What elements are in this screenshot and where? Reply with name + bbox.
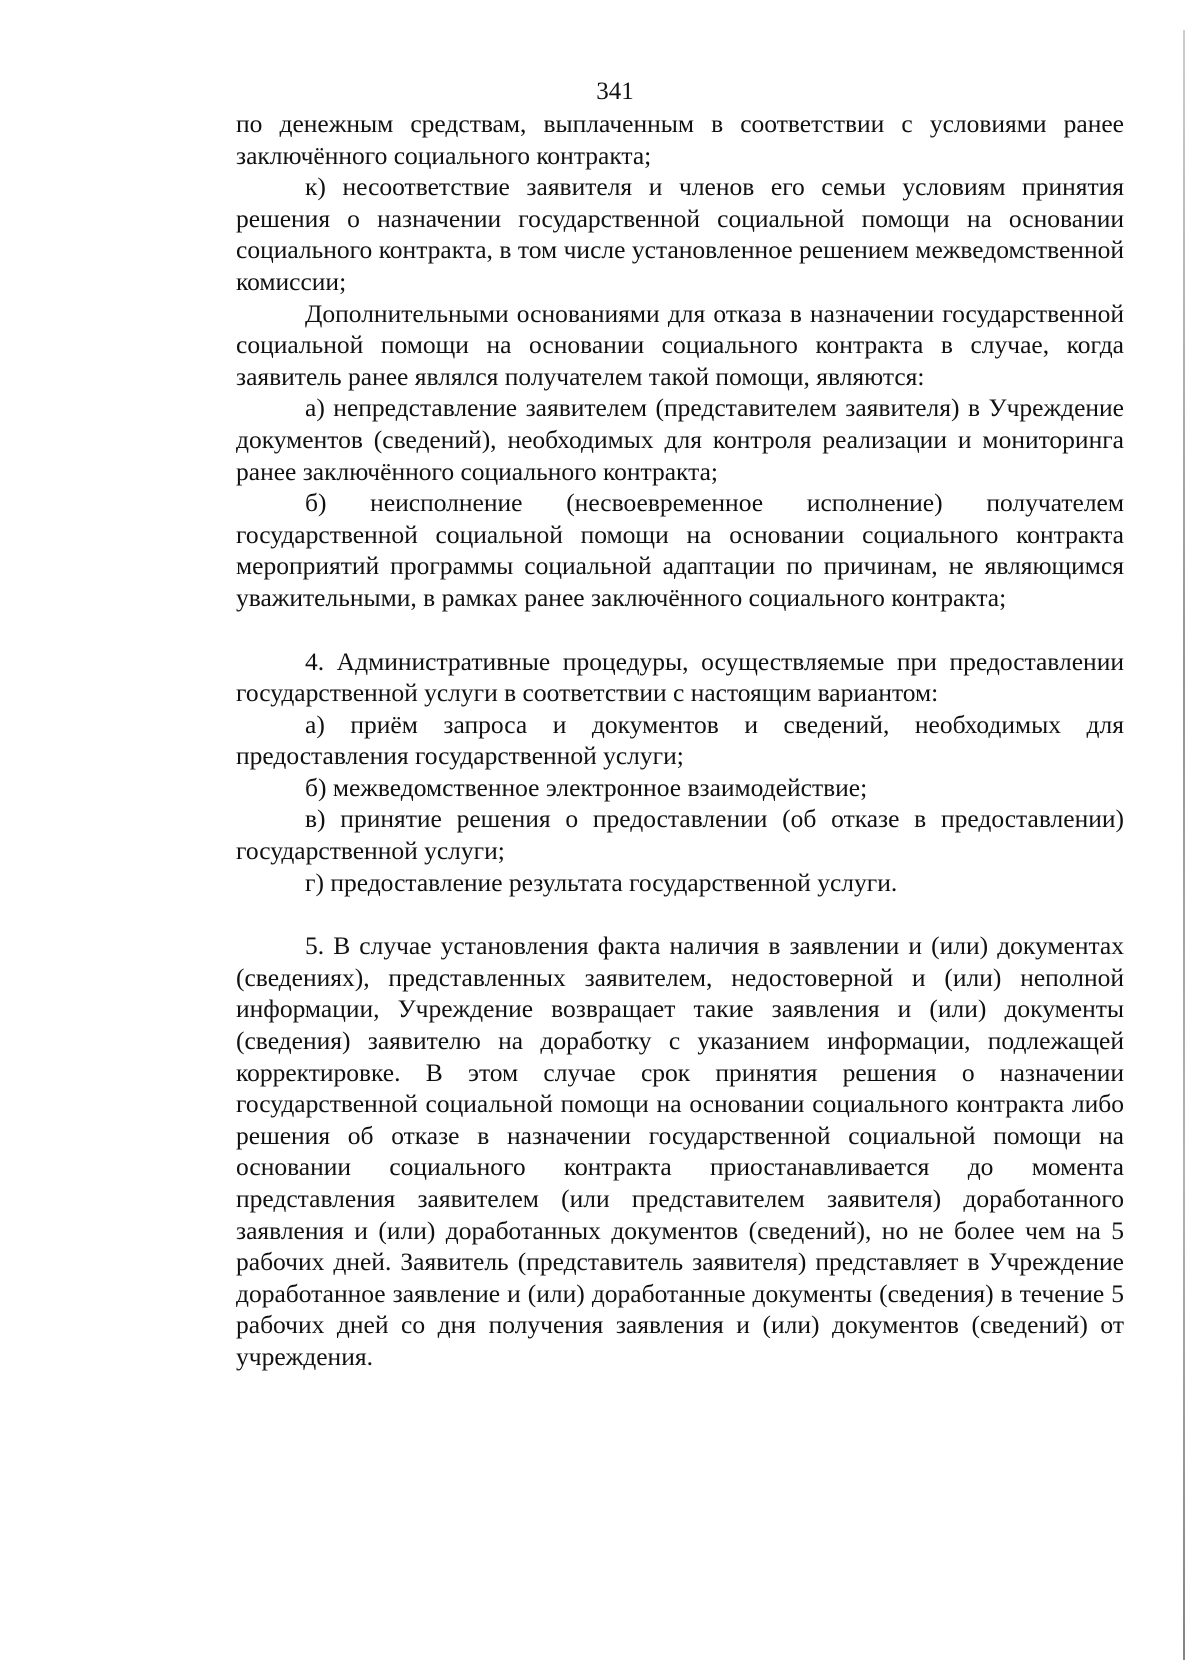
paragraph-additional-grounds: Дополнительными основаниями для отказа в назначении государственной социальной помощи на основании социального контракта в случае, когда заявитель ранее являлся получателем такой помощи, являются: — [236, 298, 1124, 391]
paragraph-procedure-b: б) межведомственное электронное взаимодействие; — [305, 772, 868, 802]
paragraph-procedure-a: а) приём запроса и документов и сведений, необходимых для предоставления государственной услуги; — [236, 709, 1124, 771]
paragraph-continuation: по денежным средствам, выплаченным в соответствии с условиями ранее заключённого социального контракта; — [236, 109, 1124, 170]
paragraph-item-k: к) несоответствие заявителя и членов его семьи условиям принятия решения о назначении государственной социальной помощи на основании социального контракта, в том числе установленное решением межведомственной комиссии; — [236, 172, 1124, 296]
paragraph-procedure-v: в) принятие решения о предоставлении (об отказе в предоставлении) государственной услуги; — [236, 804, 1124, 866]
paragraph-procedure-g: г) предоставление результата государственной услуги. — [305, 867, 898, 897]
scan-edge-line — [1183, 30, 1185, 1660]
document-body — [236, 108, 1124, 1373]
paragraph-section-4: 4. Административные процедуры, осуществляемые при предоставлении государственной услуги в соответствии с настоящим вариантом: — [236, 646, 1124, 708]
page-number: 341 — [596, 78, 634, 105]
paragraph-item-b: б) неисполнение (несвоевременное исполнение) получателем государственной социальной помощи на основании социального контракта мероприятий программы социальной адаптации по причинам, не являющимся уважительными, в рамках ранее заключённого социального контракта; — [236, 488, 1124, 612]
paragraph-item-a: а) непредставление заявителем (представителем заявителя) в Учреждение документов (сведений), необходимых для контроля реализации и мониторинга ранее заключённого социального контракта; — [236, 393, 1124, 486]
paragraph-section-5: 5. В случае установления факта наличия в заявлении и (или) документах (сведениях), представленных заявителем, недостоверной и (или) неполной информации, Учреждение возвращает такие заявления и (или) документы (сведения) заявителю на доработку с указанием информации, подлежащей корректировке. В этом случае срок принятия решения о назначении государственной социальной помощи на основании социального контракта либо решения об отказе в назначении государственной социальной помощи на основании социального контракта приостанавливается до момента представления заявителем (или представителем заявителя) доработанного заявления и (или) доработанных документов (сведений), но не более чем на 5 рабочих дней. Заявитель (представитель заявителя) представляет в Учреждение доработанное заявление и (или) доработанные документы (сведения) в течение 5 рабочих дней со дня получения заявления и (или) документов (сведений) от учреждения. — [236, 931, 1124, 1371]
